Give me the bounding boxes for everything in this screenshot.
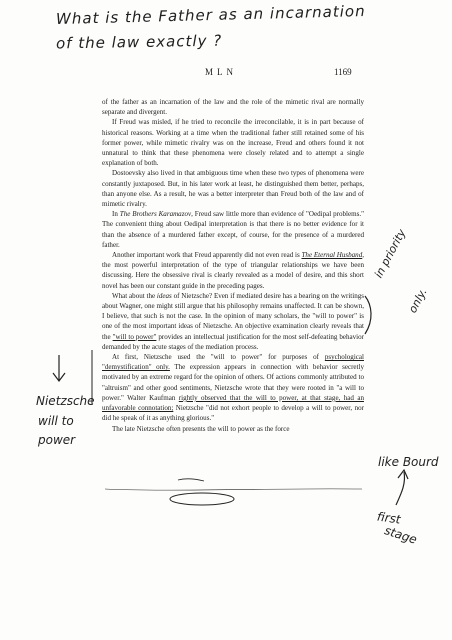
underlined-demystification: psychological "demystification" only. <box>102 353 364 372</box>
handwritten-question-line-1: What is the Father as an incarnation <box>55 1 366 29</box>
margin-note-nietzsche: Nietzsche <box>36 394 95 408</box>
journal-name: MLN <box>205 67 237 77</box>
paragraph-7 <box>102 352 364 423</box>
word-ideas: ideas <box>156 291 172 300</box>
paragraph-4 <box>102 209 364 250</box>
paragraph-3: Dostoevsky also lived in that ambiguous time when these two types of phenomena were constantly juxtaposed. But, in his later work at least, he distinguished them better, perhaps, than anyone else. As a result, he was a better interpreter than Freud both of the law and of mimetic rivalry. <box>102 169 364 209</box>
margin-note-first: first <box>376 509 402 527</box>
title-eternal-husband: The Eternal Husband <box>301 251 363 260</box>
bracket-right-mark <box>365 296 371 334</box>
paragraph-6-post: provides an intellectual justification for the most self-defeating behavior demanded by the acute stages of the mediation process. <box>102 332 364 351</box>
arrow-up-mark <box>396 472 405 505</box>
handwritten-question-line-2: of the law exactly ? <box>55 31 223 53</box>
margin-note-in-priority: in priority <box>372 227 409 281</box>
underline-curve-mark <box>105 489 362 490</box>
underlined-will-to-power: "will to power" <box>112 332 157 341</box>
margin-note-only: only. <box>406 286 430 316</box>
page-number: 1169 <box>334 67 352 77</box>
paragraph-6-mid: of Nietzsche? Even if mediated desire has a bearing on the writings about Wagner, one might still argue that his philosophy remains unaffected. It can be shown, I believe, that such is not the case. In the opinion of many scholars, the "will to power" is one of the most important ideas of Nietzsche. An objective examination clearly reveals that the <box>102 291 364 341</box>
margin-note-will-to: will to <box>38 414 74 428</box>
paragraph-5-post: , the most powerful interpretation of the type of triangular relationships we have been discussing. Here the obsessive rival is clearly revealed as a model of desire, and this short novel has been our constant guide in the preceding pages. <box>102 251 364 290</box>
arrow-up-head-mark <box>398 470 408 479</box>
paragraph-1: of the father as an incarnation of the law and the role of the mimetic rival are normally separate and divergent. <box>102 98 364 117</box>
margin-note-power: power <box>38 433 76 447</box>
paragraph-7-pre: At first, Nietzsche used the "will to power" for purposes of <box>112 353 325 362</box>
paragraph-5-pre: Another important work that Freud apparently did not even read is <box>112 251 302 260</box>
arrow-down-head-mark <box>53 373 65 381</box>
strike-to-power-mark <box>178 479 204 481</box>
article-body <box>102 97 364 434</box>
paragraph-4-post: , Freud saw little more than evidence of "Oedipal problems." The convenient thing about Oedipal interpretation is that there is no better evidence for it than the absence of a murdered father except, of course, for the presence of a murdered father. <box>102 210 364 249</box>
paragraph-6 <box>102 291 364 352</box>
underlined-rightly-observed: rightly observed that the will to power, at that stage, had an unfavorable connotation; <box>102 393 364 413</box>
margin-note-like-bourd: like Bourd <box>378 455 439 469</box>
margin-note-stage: stage <box>382 523 419 547</box>
circle-at-that-stage-mark <box>170 493 234 505</box>
paragraph-8: The late Nietzsche often presents the will to power as the force <box>112 424 290 433</box>
paragraph-6-pre: What about the <box>112 291 157 300</box>
paragraph-2: If Freud was misled, if he tried to reconcile the irreconcilable, it is in part because of historical reasons. Working at a time when the traditional father still retained some of his former power, while mimetic rivalry was on the increase, Freud and others found it not unnatural to think that these phenomena were closely related and to attempt a single explanation of both. <box>102 118 364 168</box>
paragraph-4-pre: In <box>112 210 120 219</box>
paragraph-7-post: Nietzsche "did not exhort people to develop a will to power, nor did he speak of it as anything glorious." <box>102 404 364 423</box>
running-header <box>0 67 452 81</box>
title-brothers-karamazov: The Brothers Karamazov <box>119 210 192 219</box>
paragraph-7-mid: The expression appears in connection with behavior secretly motivated by an extreme regard for the opinion of others. Of actions commonly attributed to "altruism" and other good sentiments, Nietzsche wrote that they were rooted in "a will to power." Walter Kaufman <box>102 363 364 402</box>
paragraph-5 <box>102 250 364 291</box>
